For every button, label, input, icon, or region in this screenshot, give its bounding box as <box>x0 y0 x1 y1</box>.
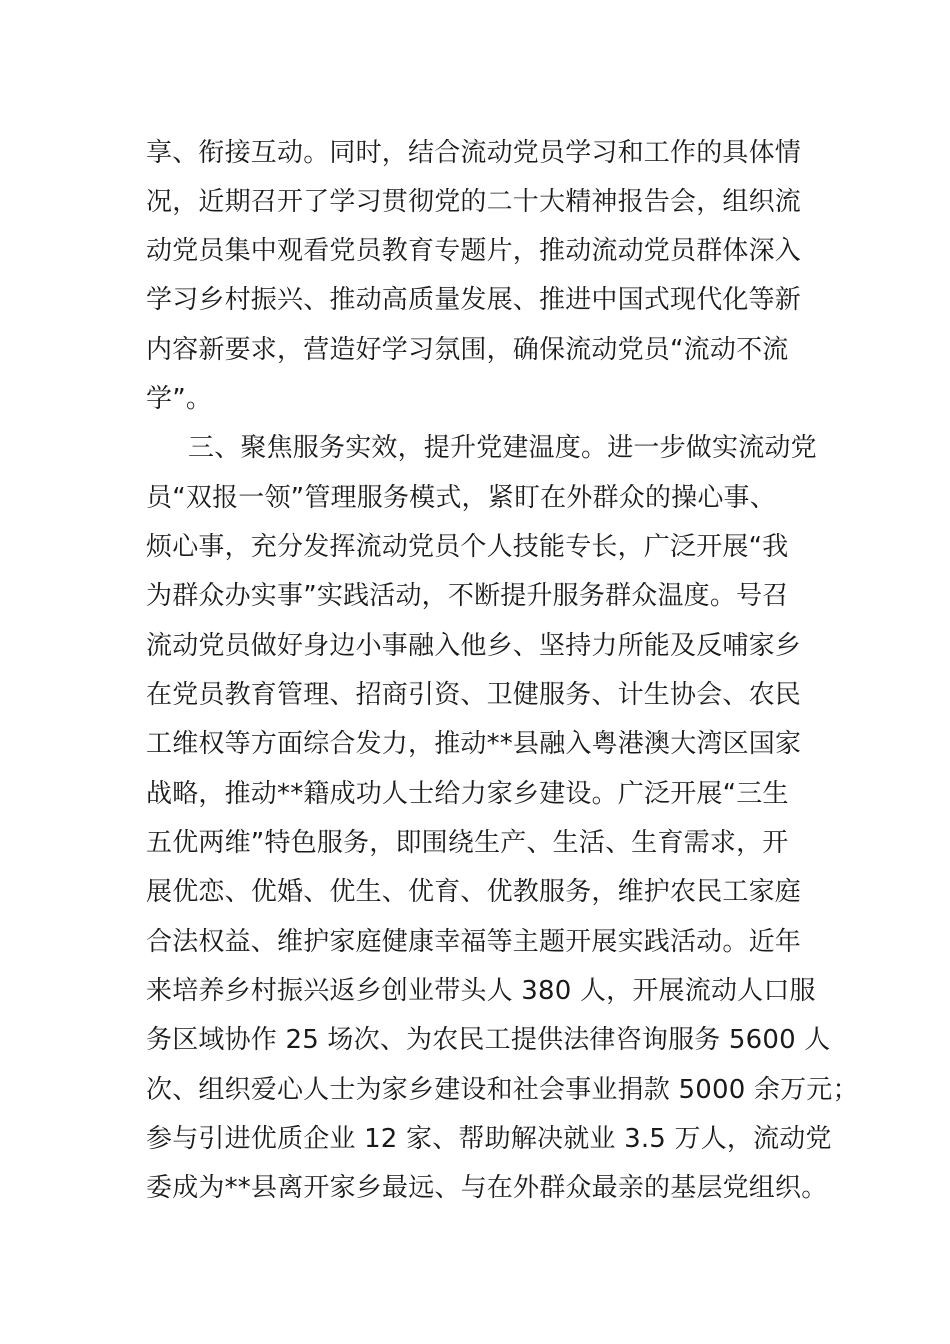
text-line: 务区域协作 25 场次、为农民工提供法律咨询服务 5600 人 <box>146 1025 831 1055</box>
text-line: 为群众办实事”实践活动，不断提升服务群众温度。号召 <box>146 581 789 611</box>
text-line: 展优恋、优婚、优生、优育、优教服务，维护农民工家庭 <box>146 877 802 907</box>
text-line: 流动党员做好身边小事融入他乡、坚持力所能及反哺家乡 <box>146 631 802 661</box>
text-line: 动党员集中观看党员教育专题片，推动流动党员群体深入 <box>146 236 802 266</box>
text-line: 学”。 <box>146 384 213 414</box>
text-line: 战略，推动**籍成功人士给力家乡建设。广泛开展“三生 <box>146 779 789 809</box>
text-line: 享、衔接互动。同时，结合流动党员学习和工作的具体情 <box>146 138 802 168</box>
text-line: 委成为**县离开家乡最远、与在外群众最亲的基层党组织。 <box>146 1173 828 1203</box>
text-line: 次、组织爱心人士为家乡建设和社会事业捐款 5000 余万元； <box>146 1075 859 1105</box>
text-line: 况，近期召开了学习贯彻党的二十大精神报告会，组织流 <box>146 187 802 217</box>
text-line: 工维权等方面综合发力，推动**县融入粤港澳大湾区国家 <box>146 729 802 759</box>
text-line: 五优两维”特色服务，即围绕生产、生活、生育需求，开 <box>146 828 789 858</box>
text-line: 在党员教育管理、招商引资、卫健服务、计生协会、农民 <box>146 680 802 710</box>
text-line: 烦心事，充分发挥流动党员个人技能专长，广泛开展“我 <box>146 532 789 562</box>
section-heading-line: 三、聚焦服务实效，提升党建温度。进一步做实流动党 <box>188 433 817 463</box>
text-line: 学习乡村振兴、推动高质量发展、推进中国式现代化等新 <box>146 285 802 315</box>
text-line: 参与引进优质企业 12 家、帮助解决就业 3.5 万人，流动党 <box>146 1124 832 1154</box>
text-line: 员“双报一领”管理服务模式，紧盯在外群众的操心事、 <box>146 483 776 513</box>
text-line: 来培养乡村振兴返乡创业带头人 380 人，开展流动人口服 <box>146 976 816 1006</box>
text-line: 内容新要求，营造好学习氛围，确保流动党员“流动不流 <box>146 335 789 365</box>
text-line: 合法权益、维护家庭健康幸福等主题开展实践活动。近年 <box>146 927 802 957</box>
